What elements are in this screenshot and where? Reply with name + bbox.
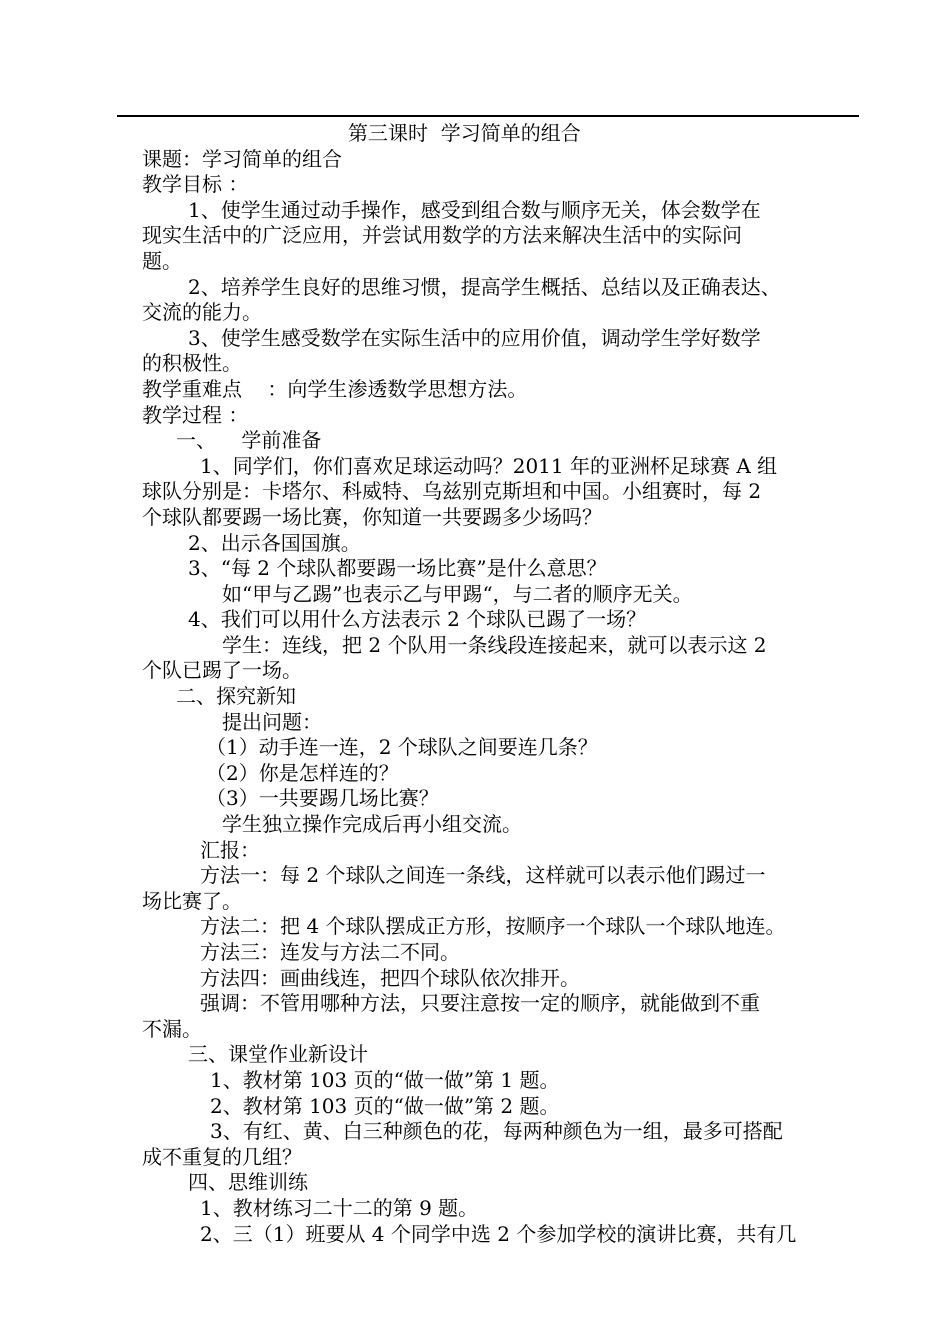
text-line: 提出问题：	[222, 709, 322, 734]
text-line: 课题：学习简单的组合	[142, 146, 342, 171]
text-line: 1、教材练习二十二的第 9 题。	[200, 1195, 479, 1220]
text-line: 方法三：连发与方法二不同。	[200, 940, 460, 964]
text-line: 二、探究新知	[176, 684, 296, 709]
header-rule	[117, 115, 859, 117]
text-line: 方法二：把 4 个球队摆成正方形，按顺序一个球队一个球队地连。	[200, 914, 786, 939]
document-body	[142, 121, 832, 1247]
text-line: 学生独立操作完成后再小组交流。	[222, 812, 522, 837]
text-line: 一、 学前准备	[176, 428, 322, 453]
text-line: 现实生活中的广泛应用，并尝试用数学的方法来解决生活中的实际问	[142, 223, 742, 248]
text-line: 球队分别是：卡塔尔、科威特、乌兹别克斯坦和中国。小组赛时，每 2	[142, 479, 762, 504]
text-line: 2、出示各国国旗。	[188, 530, 361, 555]
text-line: 汇报：	[200, 837, 260, 862]
text-line: 3、使学生感受数学在实际生活中的应用价值，调动学生学好数学	[188, 325, 761, 350]
text-line: 成不重复的几组？	[142, 1144, 302, 1169]
text-line: （3）一共要踢几场比赛？	[206, 786, 439, 811]
text-line: 2、三（1）班要从 4 个同学中选 2 个参加学校的演讲比赛，共有几	[200, 1221, 797, 1246]
text-line: 交流的能力。	[142, 300, 262, 325]
text-line: 的积极性。	[142, 351, 242, 376]
text-line: （1）动手连一连，2 个球队之间要连几条？	[206, 735, 598, 760]
text-line: 1、同学们，你们喜欢足球运动吗？2011 年的亚洲杯足球赛 A 组	[200, 453, 778, 478]
text-line: 学生：连线，把 2 个队用一条线段连接起来，就可以表示这 2	[222, 632, 767, 657]
text-line: 题。	[142, 248, 182, 273]
text-line: 强调：不管用哪种方法，只要注意按一定的顺序，就能做到不重	[200, 991, 760, 1016]
text-line: 教学目标 ：	[142, 172, 249, 197]
page-title: 第三课时 学习简单的组合	[348, 121, 581, 145]
text-line: 教学重难点 ：向学生渗透数学思想方法。	[142, 376, 528, 401]
text-line: 4、我们可以用什么方法表示 2 个球队已踢了一场？	[188, 607, 647, 632]
text-line: 3、“每 2 个球队都要踢一场比赛”是什么意思？	[188, 556, 607, 581]
text-line: 教学过程 ：	[142, 402, 249, 427]
text-line: 1、使学生通过动手操作，感受到组合数与顺序无关，体会数学在	[188, 197, 761, 222]
text-line: 个队已踢了一场。	[142, 658, 302, 683]
text-line: 方法一：每 2 个球队之间连一条线，这样就可以表示他们踢过一	[200, 863, 766, 888]
document-lines	[142, 147, 832, 1248]
text-line: 1、教材第 103 页的“做一做”第 1 题。	[210, 1067, 560, 1092]
text-line: 个球队都要踢一场比赛，你知道一共要踢多少场吗？	[142, 504, 602, 529]
text-line: （2）你是怎样连的？	[206, 760, 399, 785]
text-line: 方法四：画曲线连，把四个球队依次排开。	[200, 965, 580, 990]
text-line: 2、教材第 103 页的“做一做”第 2 题。	[210, 1093, 560, 1118]
text-line: 3、有红、黄、白三种颜色的花，每两种颜色为一组，最多可搭配	[210, 1119, 783, 1144]
text-line: 不漏。	[142, 1016, 202, 1041]
text-line: 如“甲与乙踢”也表示乙与甲踢“，与二者的顺序无关。	[222, 581, 693, 606]
text-line: 场比赛了。	[142, 888, 242, 913]
text-line: 2、培养学生良好的思维习惯，提高学生概括、总结以及正确表达、	[188, 274, 781, 299]
text-line: 三、课堂作业新设计	[188, 1042, 368, 1067]
text-line: 四、思维训练	[188, 1170, 308, 1195]
